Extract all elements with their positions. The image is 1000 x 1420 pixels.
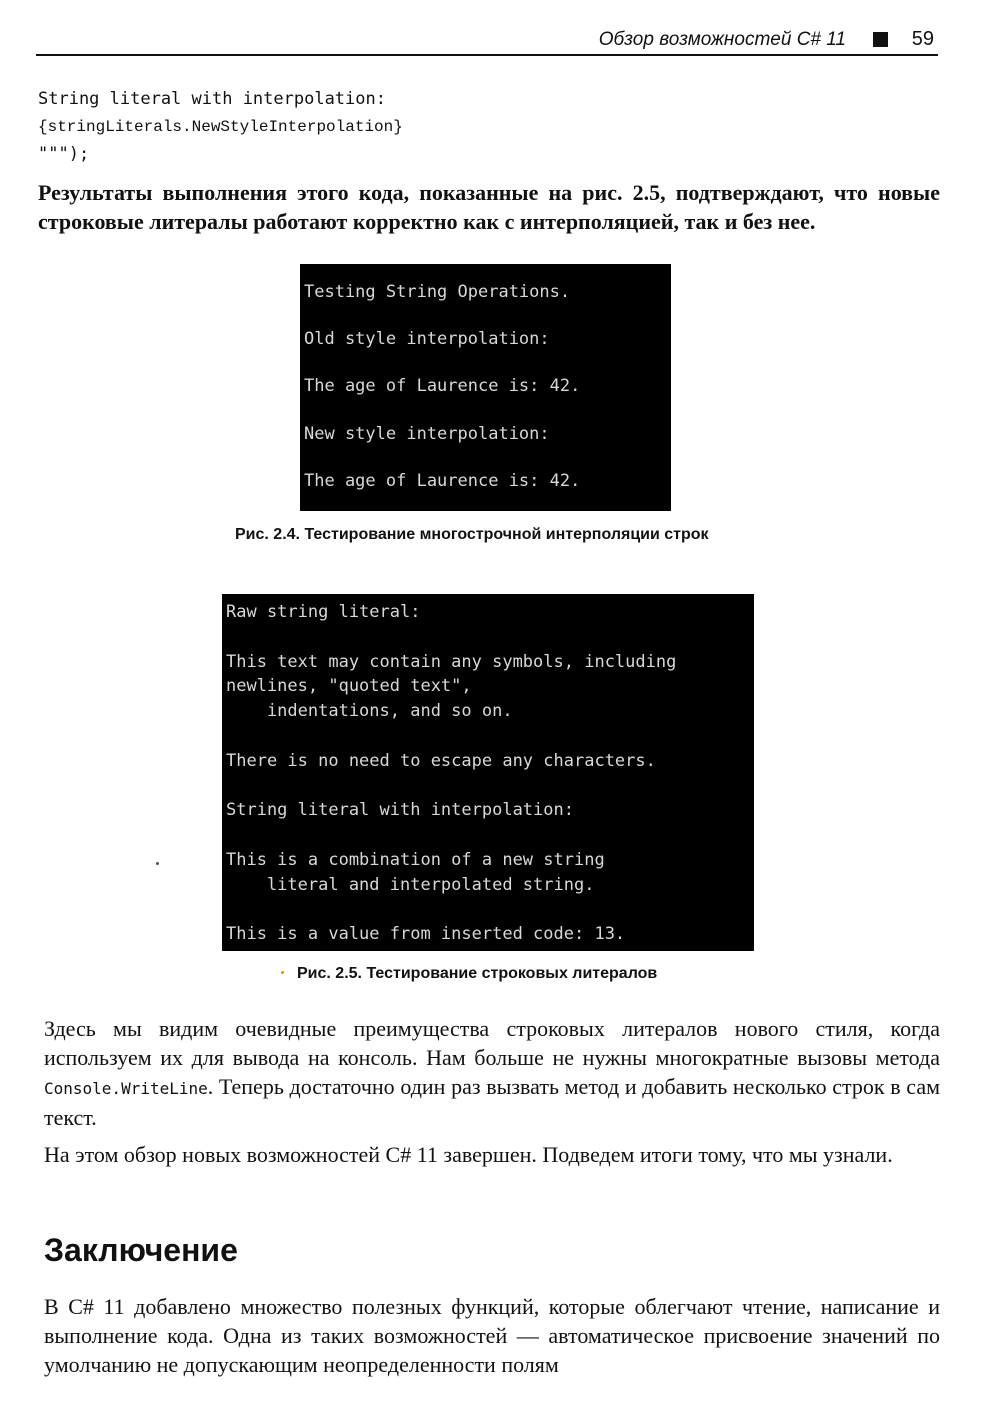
console-line: Old style interpolation:: [304, 329, 550, 350]
console-line: [226, 724, 754, 749]
console-line: This is a value from inserted code: 13.: [226, 924, 626, 945]
console-line: [226, 774, 754, 799]
caption-text: Тестирование строковых литералов: [366, 965, 658, 982]
console-line: This is a combination of a new string: [226, 849, 605, 870]
console-line: Testing String Operations.: [304, 282, 571, 302]
console-line: [226, 625, 754, 650]
console-line: String literal with interpolation:: [226, 800, 574, 821]
console-line: [304, 305, 671, 329]
speck: [156, 862, 159, 865]
code-line: {stringLiterals.NewStyleInterpolation}: [38, 118, 403, 136]
paragraph-text: Здесь мы видим очевидные преимущества строковых литералов нового стиля, когда используем их для вывода на консоль. Нам больше не нужны многократные вызовы метода: [44, 1016, 940, 1070]
console-line: newlines, "quoted text",: [226, 676, 472, 697]
console-line: There is no need to escape any characters.: [226, 750, 656, 771]
paragraph-console-benefits: [44, 1014, 940, 1132]
console-line: [226, 898, 754, 923]
page-number: 59: [911, 28, 934, 50]
intro-paragraph: Результаты выполнения этого кода, показанные на рис. 2.5, подтверждают, что новые строковые литералы работают корректно как с интерполяцией, так и без нее.: [38, 180, 940, 234]
figure-caption-2-5: [297, 965, 657, 983]
console-line: The age of Laurence is: 42.: [304, 470, 581, 491]
paragraph-text: . Теперь достаточно один раз вызвать метод и добавить несколько строк в сам текст.: [44, 1074, 940, 1130]
code-snippet: [38, 86, 403, 168]
section-heading: Заключение: [44, 1232, 238, 1268]
console-line: This text may contain any symbols, including: [226, 651, 677, 672]
console-line: New style interpolation:: [304, 423, 550, 444]
page-header: [36, 26, 938, 56]
console-line: Raw string literal:: [226, 602, 421, 622]
console-line: [304, 399, 671, 423]
figure-caption-2-4: [235, 526, 709, 544]
console-line: The age of Laurence is: 42.: [304, 376, 581, 397]
caption-text: Тестирование многострочной интерполяции строк: [304, 526, 709, 543]
console-line: indentations, and so on.: [226, 701, 513, 722]
code-line: String literal with interpolation:: [38, 89, 386, 109]
paragraph-summary: На этом обзор новых возможностей C# 11 завершен. Подведем итоги тому, что мы узнали.: [44, 1142, 893, 1167]
caption-label: Рис. 2.4.: [235, 526, 300, 543]
console-line: [304, 352, 671, 376]
speck: [281, 971, 284, 974]
console-line: literal and interpolated string.: [226, 874, 595, 895]
console-screenshot-fig-2-4: [300, 264, 671, 511]
console-line: [226, 823, 754, 848]
header-square-marker: [873, 32, 888, 47]
inline-code: Console.WriteLine: [44, 1079, 208, 1098]
caption-label: Рис. 2.5.: [297, 965, 362, 982]
running-title: Обзор возможностей C# 11: [598, 29, 846, 50]
code-line: """);: [38, 144, 90, 164]
console-line: [304, 446, 671, 470]
console-screenshot-fig-2-5: [222, 594, 754, 951]
paragraph-conclusion: В C# 11 добавлено множество полезных функций, которые облегчают чтение, написание и выполнение кода. Одна из таких возможностей — автоматическое присвоение значений по умолчанию не допускающим неопределенности полям: [44, 1294, 940, 1377]
